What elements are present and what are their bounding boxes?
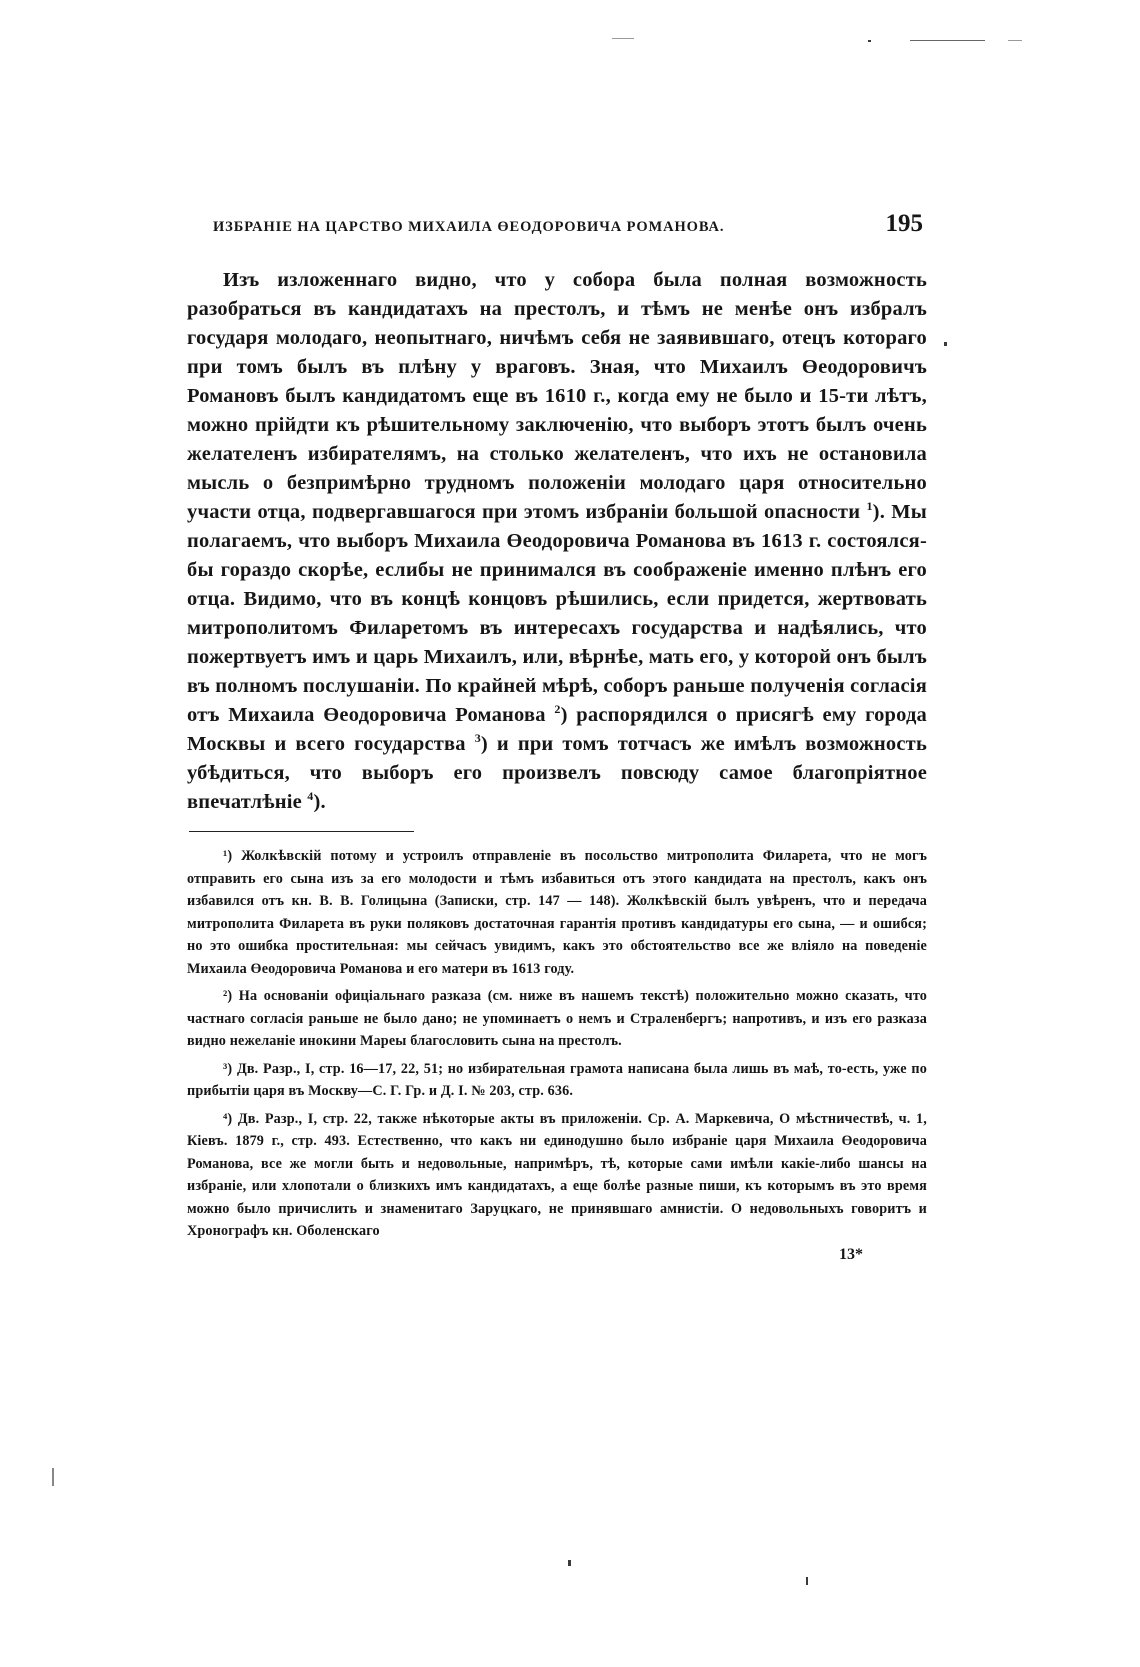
scan-artifact-line [1008, 40, 1022, 41]
footnote-4: ⁴) Дв. Разр., I, стр. 22, также нѣкоторые акты въ приложеніи. Ср. А. Маркевича, О мѣстничествѣ, ч. 1, Кіевъ. 1879 г., стр. 493. Естественно, что какъ ни единодушно было избраніе царя Михаила Өеодоровича Романова, все же могли быть и недовольные, напримѣръ, тѣ, которые сами имѣли какіе-либо шансы на избраніе, или хлопотали о близкихъ имъ кандидатахъ, а еще болѣе разные пиши, къ которымъ въ это время можно было причислить и знаменитаго Заруцкаго, не принявшаго амнистіи. О недовольныхъ говоритъ и Хронографъ кн. Оболенскаго [187, 1110, 927, 1239]
footnote-3: ³) Дв. Разр., I, стр. 16—17, 22, 51; но избирательная грамота написана была лишь въ маѣ, то-есть, уже по прибытіи царя въ Москву—С. Г. Гр. и Д. I. № 203, стр. 636. [187, 1060, 927, 1099]
paragraph-text: ) и при томъ тотчасъ же имѣлъ возможность убѣдиться, что выборъ его произвелъ повсюду самое благопріятное впечатлѣніе [187, 733, 927, 813]
scan-artifact-line [612, 38, 634, 39]
scan-artifact-dot [868, 40, 871, 42]
footnote-ref: 2 [554, 702, 561, 717]
footnote-divider [189, 831, 414, 832]
running-header [187, 210, 927, 238]
footnote-ref: 3 [474, 731, 481, 746]
main-paragraph [187, 266, 927, 817]
page-number: 195 [885, 210, 923, 237]
scan-artifact-dot [806, 1577, 808, 1585]
footnote-2: ²) На основаніи офиціальнаго разказа (см. ниже въ нашемъ текстѣ) положительно можно сказать, что частнаго согласія раньше не было дано; не упоминаетъ о немъ и Страленбергъ; напротивъ, и изъ его разказа видно нежеланіе инокини Мареы благословить сына на престолъ. [187, 988, 927, 1049]
scan-artifact-dot [52, 1468, 54, 1486]
printer-signature-mark: 13* [839, 1245, 863, 1263]
paragraph-text: Изъ изложеннаго видно, что у собора была полная возможность разобраться въ кандидатахъ на престолъ, и тѣмъ не менѣе онъ избралъ государя молодаго, неопытнаго, ничѣмъ себя не заявившаго, отецъ котораго при томъ былъ въ плѣну у враговъ. Зная, что Михаилъ Өеодоровичъ Романовъ былъ кандидатомъ еще въ 1610 г., когда ему не было и 15-ти лѣтъ, можно прійдти къ рѣшительному заключенію, что выборъ этотъ былъ очень желателенъ избирателямъ, на столько желателенъ, что ихъ не остановила мысль о безпримѣрно трудномъ положеніи молодаго царя относительно участи отца, подвергавшагося при этомъ избраніи большой опасности [187, 269, 927, 523]
book-page [187, 210, 927, 1264]
scan-artifact-dot [568, 1560, 571, 1566]
scan-artifact-line [910, 40, 985, 41]
paragraph-text: ). [313, 791, 326, 813]
footnote-ref: 4 [307, 789, 314, 804]
running-header-title: ИЗБРАНІЕ НА ЦАРСТВО МИХАИЛА ӨЕОДОРОВИЧА РОМАНОВА. [213, 219, 725, 235]
scan-artifact-dot [944, 342, 947, 346]
footnote-1: ¹) Жолкѣвскій потому и устроилъ отправленіе въ посольство митрополита Филарета, что не могъ отправить его сына изъ за его молодости и тѣмъ избавиться отъ этого кандидата на престолъ, какъ онъ избавился отъ кн. В. В. Голицына (Записки, стр. 147 — 148). Жолкѣвскій былъ увѣренъ, что и передача митрополита Филарета въ руки поляковъ достаточная гарантія противъ кандидатуры его сына, — и ошибся; но это ошибка простительная: мы сейчасъ увидимъ, какъ это обстоятельство все же вліяло на поведеніе Михаила Өеодоровича Романова и его матери въ 1613 году. [187, 848, 927, 977]
paragraph-text: ) распорядился о присягѣ ему города Москвы и всего государства [187, 704, 928, 755]
paragraph-text: ). Мы полагаемъ, что выборъ Михаила Өеодоровича Романова въ 1613 г. состоялся-бы гораздо скорѣе, еслибы не принимался въ соображеніе именно плѣнъ его отца. Видимо, что въ концѣ концовъ рѣшились, если придется, жертвовать митрополитомъ Филаретомъ въ интересахъ государства и надѣялись, что пожертвуетъ имъ и царь Михаилъ, или, вѣрнѣе, мать его, у которой онъ былъ въ полномъ послушаніи. По крайней мѣрѣ, соборъ раньше полученія согласія отъ Михаила Өеодоровича Романова [187, 501, 928, 726]
footnote-ref: 1 [866, 499, 873, 514]
